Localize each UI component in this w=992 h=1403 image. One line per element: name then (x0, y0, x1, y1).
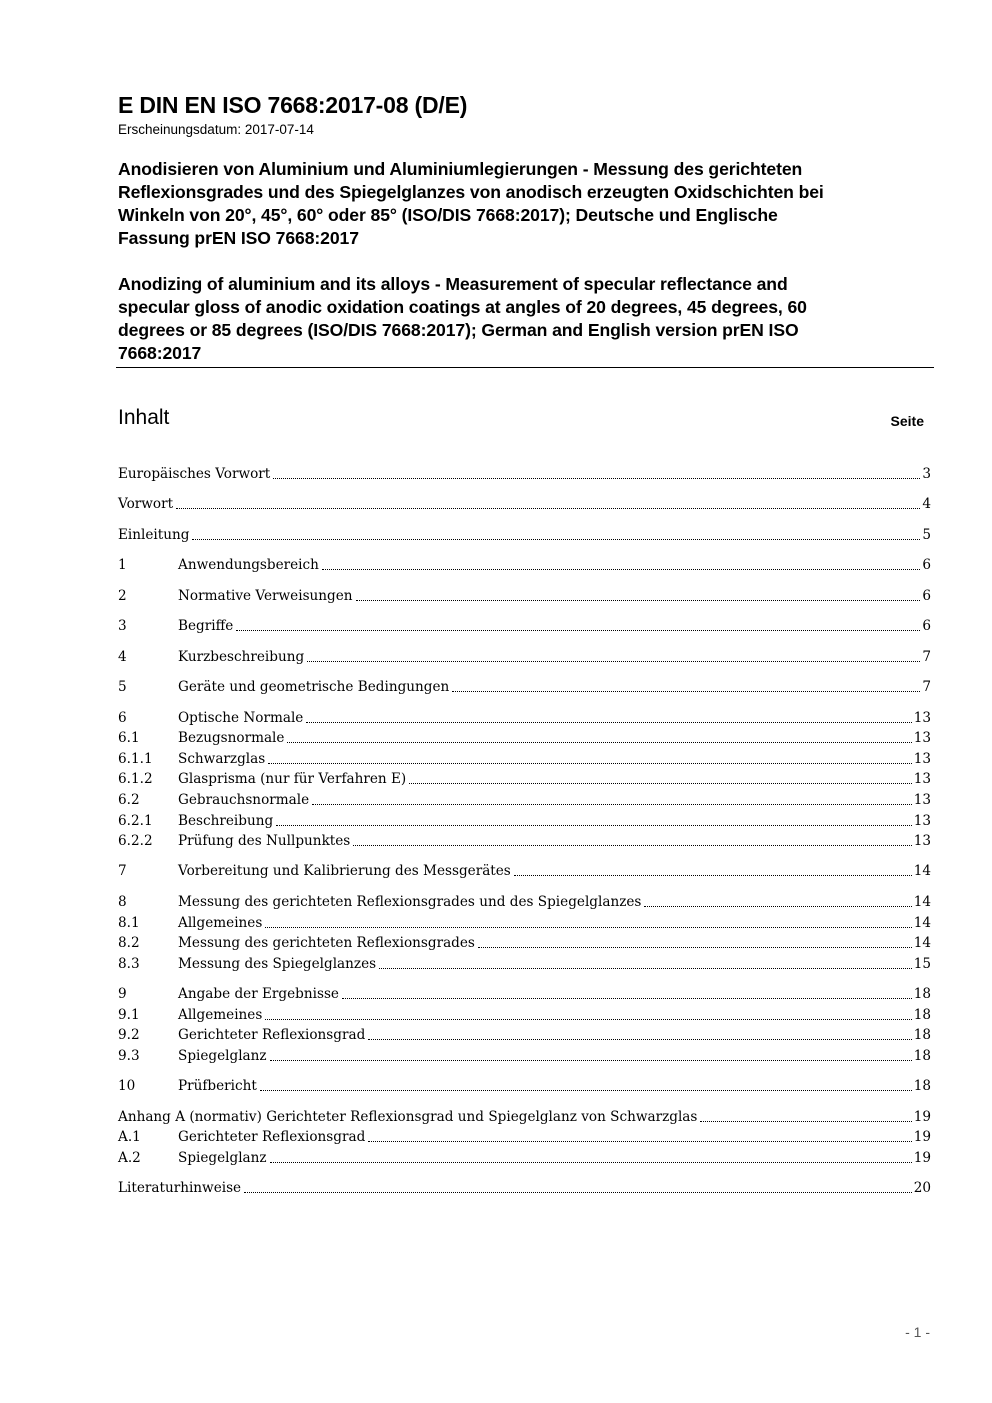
toc-entry[interactable] (118, 830, 931, 850)
toc-entry[interactable] (118, 891, 931, 911)
toc-entry[interactable] (118, 789, 931, 809)
toc-entry-number: 10 (118, 1078, 136, 1094)
toc-entry[interactable] (118, 1126, 931, 1146)
toc-entry-page: 14 (913, 915, 931, 931)
toc-entry[interactable] (118, 727, 931, 747)
toc-entry-number: 9.1 (118, 1007, 140, 1023)
toc-entry-title: Vorwort (118, 496, 174, 512)
toc-entry-page: 14 (913, 894, 931, 910)
toc-entry-title: Angabe der Ergebnisse (178, 986, 339, 1002)
toc-entry-number: 6 (118, 710, 127, 726)
title-german-line: Reflexionsgrades und des Spiegelglanzes von anodisch erzeugten Oxidschichten bei (118, 182, 824, 202)
toc-dot-leader (452, 691, 920, 692)
toc-entry-title: Prüfbericht (178, 1078, 257, 1094)
toc-entry-page: 13 (913, 710, 931, 726)
toc-entry-page: 6 (922, 588, 931, 604)
toc-dot-leader (379, 968, 912, 969)
toc-entry-title: Einleitung (118, 527, 190, 543)
toc-entry[interactable] (118, 1147, 931, 1167)
toc-entry-number: 9.3 (118, 1048, 140, 1064)
toc-entry-number: 8.2 (118, 935, 140, 951)
toc-entry-page: 18 (913, 986, 931, 1002)
toc-entry-number: 6.1 (118, 730, 140, 746)
toc-dot-leader (273, 478, 920, 479)
toc-entry-title: Messung des gerichteten Reflexionsgrades und des Spiegelglanzes (178, 894, 642, 910)
toc-entry[interactable] (118, 748, 931, 768)
toc-dot-leader (270, 1162, 912, 1163)
toc-entry-number: 6.2.2 (118, 833, 153, 849)
toc-dot-leader (514, 875, 912, 876)
toc-entry-number: A.1 (118, 1129, 141, 1145)
toc-entry-title: Beschreibung (178, 813, 274, 829)
toc-entry-number: 2 (118, 588, 127, 604)
toc-dot-leader (265, 927, 911, 928)
toc-entry-page: 18 (913, 1078, 931, 1094)
toc-entry-number: 7 (118, 863, 127, 879)
toc-entry-number: 8 (118, 894, 127, 910)
toc-entry-page: 13 (913, 813, 931, 829)
toc-entry-title: Spiegelglanz (178, 1150, 267, 1166)
toc-entry-page: 6 (922, 557, 931, 573)
title-german-line: Winkeln von 20°, 45°, 60° oder 85° (ISO/DIS 7668:2017); Deutsche und Englische (118, 205, 778, 225)
toc-entry-title: Prüfung des Nullpunktes (178, 833, 351, 849)
toc-dot-leader (244, 1192, 912, 1193)
toc-entry-page: 19 (913, 1109, 931, 1125)
toc-dot-leader (276, 825, 912, 826)
toc-entry-page: 19 (913, 1150, 931, 1166)
toc-entry-number: 9.2 (118, 1027, 140, 1043)
toc-dot-leader (700, 1121, 911, 1122)
toc-entry-title: Messung des Spiegelglanzes (178, 956, 377, 972)
toc-entry[interactable] (118, 524, 931, 544)
toc-dot-leader (270, 1060, 912, 1061)
toc-entry[interactable] (118, 1106, 931, 1126)
toc-entry-page: 4 (922, 496, 931, 512)
toc-entry-number: 5 (118, 679, 127, 695)
toc-entry[interactable] (118, 912, 931, 932)
toc-entry-title: Optische Normale (178, 710, 304, 726)
toc-entry-page: 13 (913, 730, 931, 746)
toc-entry[interactable] (118, 554, 931, 574)
toc-entry[interactable] (118, 768, 931, 788)
toc-entry-title: Kurzbeschreibung (178, 649, 305, 665)
toc-entry[interactable] (118, 615, 931, 635)
toc-entry-number: 8.1 (118, 915, 140, 931)
toc-dot-leader (268, 763, 911, 764)
toc-entry-page: 7 (922, 679, 931, 695)
toc-entry-number: 6.2 (118, 792, 140, 808)
toc-entry-title: Spiegelglanz (178, 1048, 267, 1064)
toc-entry-page: 19 (913, 1129, 931, 1145)
toc-entry-number: 9 (118, 986, 127, 1002)
toc-entry[interactable] (118, 646, 931, 666)
title-english-line: degrees or 85 degrees (ISO/DIS 7668:2017); German and English version prEN ISO (118, 320, 799, 340)
toc-page-column-label: Seite (890, 413, 924, 429)
toc-dot-leader (287, 742, 911, 743)
toc-entry[interactable] (118, 463, 931, 483)
toc-entry[interactable] (118, 493, 931, 513)
toc-entry-title: Glasprisma (nur für Verfahren E) (178, 771, 407, 787)
toc-entry-page: 5 (922, 527, 931, 543)
toc-entry-page: 13 (913, 751, 931, 767)
toc-entry-title: Geräte und geometrische Bedingungen (178, 679, 450, 695)
toc-entry-title: Anwendungsbereich (178, 557, 319, 573)
toc-entry[interactable] (118, 585, 931, 605)
toc-entry-number: 6.1.2 (118, 771, 153, 787)
toc-entry-title: Normative Verweisungen (178, 588, 353, 604)
title-english-line: specular gloss of anodic oxidation coatings at angles of 20 degrees, 45 degrees, 60 (118, 297, 807, 317)
toc-entry-page: 13 (913, 792, 931, 808)
toc-entry-page: 18 (913, 1048, 931, 1064)
toc-dot-leader (236, 630, 920, 631)
toc-dot-leader (368, 1039, 911, 1040)
table-of-contents (118, 0, 931, 1403)
toc-entry-title: Bezugsnormale (178, 730, 285, 746)
toc-entry[interactable] (118, 953, 931, 973)
toc-entry-title: Schwarzglas (178, 751, 266, 767)
toc-entry[interactable] (118, 932, 931, 952)
toc-entry-page: 13 (913, 771, 931, 787)
toc-entry-page: 7 (922, 649, 931, 665)
toc-entry-title: Allgemeines (178, 915, 263, 931)
toc-entry-title: Literaturhinweise (118, 1180, 242, 1196)
toc-entry-number: 6.1.1 (118, 751, 153, 767)
toc-entry-number: 1 (118, 557, 127, 573)
toc-entry[interactable] (118, 1075, 931, 1095)
toc-entry-title: Gebrauchsnormale (178, 792, 310, 808)
page-number: - 1 - (905, 1324, 930, 1340)
toc-entry-page: 14 (913, 935, 931, 951)
toc-dot-leader (478, 947, 912, 948)
toc-entry[interactable] (118, 1004, 931, 1024)
toc-entry-title: Allgemeines (178, 1007, 263, 1023)
toc-dot-leader (409, 783, 911, 784)
toc-entry-title: Begriffe (178, 618, 234, 634)
toc-dot-leader (176, 508, 920, 509)
toc-entry-page: 18 (913, 1027, 931, 1043)
toc-entry-title: Gerichteter Reflexionsgrad (178, 1129, 366, 1145)
toc-entry-page: 14 (913, 863, 931, 879)
toc-entry-page: 13 (913, 833, 931, 849)
toc-entry-number: 8.3 (118, 956, 140, 972)
toc-entry-title: Anhang A (normativ) Gerichteter Reflexionsgrad und Spiegelglanz von Schwarzglas (118, 1109, 698, 1125)
toc-dot-leader (307, 661, 920, 662)
toc-entry[interactable] (118, 1045, 931, 1065)
publication-date: Erscheinungsdatum: 2017-07-14 (118, 122, 314, 137)
toc-entry-number: A.2 (118, 1150, 141, 1166)
toc-entry-title: Europäisches Vorwort (118, 466, 271, 482)
toc-entry-page: 20 (913, 1180, 931, 1196)
toc-entry-page: 18 (913, 1007, 931, 1023)
toc-dot-leader (265, 1019, 911, 1020)
toc-entry[interactable] (118, 1024, 931, 1044)
toc-entry-title: Vorbereitung und Kalibrierung des Messgerätes (178, 863, 511, 879)
toc-entry[interactable] (118, 810, 931, 830)
toc-dot-leader (342, 998, 912, 999)
document-id: E DIN EN ISO 7668:2017-08 (D/E) (118, 92, 468, 118)
title-german-line: Fassung prEN ISO 7668:2017 (118, 228, 359, 248)
toc-entry-page: 15 (913, 956, 931, 972)
toc-entry[interactable] (118, 860, 931, 880)
title-german-line: Anodisieren von Aluminium und Aluminiumlegierungen - Messung des gerichteten (118, 159, 803, 179)
toc-dot-leader (368, 1141, 911, 1142)
toc-entry-page: 3 (922, 466, 931, 482)
toc-entry[interactable] (118, 983, 931, 1003)
toc-entry-number: 6.2.1 (118, 813, 153, 829)
toc-dot-leader (306, 722, 911, 723)
toc-heading: Inhalt (118, 406, 170, 429)
toc-dot-leader (644, 906, 911, 907)
title-english-line: Anodizing of aluminium and its alloys - Measurement of specular reflectance and (118, 274, 788, 294)
toc-dot-leader (260, 1090, 912, 1091)
toc-dot-leader (192, 539, 920, 540)
toc-entry[interactable] (118, 707, 931, 727)
toc-dot-leader (353, 845, 911, 846)
toc-entry[interactable] (118, 676, 931, 696)
toc-entry-number: 3 (118, 618, 127, 634)
toc-entry-page: 6 (922, 618, 931, 634)
toc-dot-leader (356, 600, 921, 601)
toc-entry-title: Gerichteter Reflexionsgrad (178, 1027, 366, 1043)
toc-dot-leader (322, 569, 920, 570)
toc-entry-title: Messung des gerichteten Reflexionsgrades (178, 935, 475, 951)
toc-entry[interactable] (118, 1177, 931, 1197)
toc-entry-number: 4 (118, 649, 127, 665)
toc-dot-leader (312, 804, 912, 805)
title-english-line: 7668:2017 (118, 343, 202, 363)
